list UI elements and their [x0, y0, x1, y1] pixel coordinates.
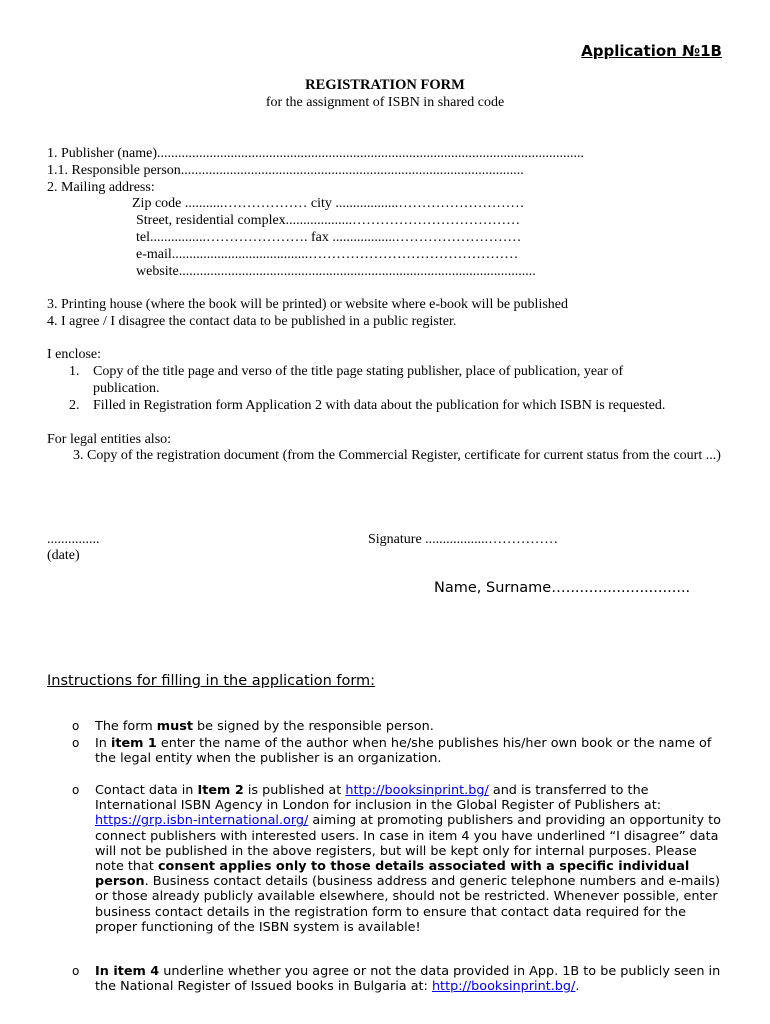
field-printing-house: 3. Printing house (where the book will be printed) or website where e-book will be published — [47, 297, 568, 312]
instruction-item: Contact data in Item 2 is published at http://booksinprint.bg/ and is transferred to the International ISBN Agency in London for inclusion in the Global Register of Publishers at: https://grp.isbn-international.org/ aiming at promoting publishers and providing an opportunity to connect publishers with interested users. In case in item 4 you have underlined “I disagree” data will not be published in the above registers, but will be kept only for internal purposes. Please note that consent applies only to those details associated with a specific individual person. Business contact details (business address and generic telephone numbers and e-mails) or those already publicly available elsewhere, should not be restricted. Whenever possible, enter business contact details in the registration form to ensure that contact data required for the proper functioning of the ISBN system is available! — [95, 783, 721, 935]
form-subtitle: for the assignment of ISBN in shared code — [265, 95, 505, 110]
field-website: website...................................................................................................... — [136, 264, 536, 279]
enclose-item-text: Copy of the title page and verso of the title page stating publisher, place of publication, year of publication. — [93, 364, 624, 396]
legal-entities-item: 3. Copy of the registration document (from the Commercial Register, certificate for current status from the court ...) — [73, 448, 721, 463]
date-dots: ............... — [47, 532, 100, 547]
application-number: Application №1B — [581, 42, 722, 60]
field-zip-city: Zip code ...........……………… city ..................……………………… — [132, 196, 525, 211]
field-tel-fax: tel................…………………. fax ..................……………………… — [136, 230, 522, 245]
bullet-icon: o — [72, 736, 80, 750]
enclose-item-number: 2. — [69, 398, 80, 413]
field-mailing-address: 2. Mailing address: — [47, 180, 155, 195]
field-publisher: 1. Publisher (name).......................................................................................................................... — [47, 146, 585, 161]
field-agree-disagree: 4. I agree / I disagree the contact data to be published in a public register. — [47, 314, 457, 329]
field-email: e-mail.......................................……………………………………… — [136, 247, 519, 262]
bullet-icon: o — [72, 719, 80, 733]
instruction-item: In item 4 underline whether you agree or not the data provided in App. 1B to be publicly seen in the National Register of Issued books in Bulgaria at: http://booksinprint.bg/. — [95, 964, 721, 995]
name-surname-line: Name, Surname…........................... — [434, 580, 691, 596]
grp-isbn-link[interactable]: https://grp.isbn-international.org/ — [95, 813, 309, 829]
date-label: (date) — [47, 548, 80, 563]
field-street: Street, residential complex...................……………………………… — [136, 213, 521, 228]
form-title: REGISTRATION FORM — [305, 77, 465, 93]
bullet-icon: o — [72, 783, 80, 797]
booksinprint-link[interactable]: http://booksinprint.bg/ — [345, 783, 489, 798]
field-responsible-person: 1.1. Responsible person.................................................................................................. — [47, 163, 524, 178]
instruction-item: The form must be signed by the responsible person. — [95, 719, 434, 734]
booksinprint-link[interactable]: http://booksinprint.bg/ — [431, 979, 576, 995]
enclose-item-number: 1. — [69, 364, 80, 379]
signature-line: Signature ..................…………… — [368, 532, 559, 547]
enclose-heading: I enclose: — [47, 347, 102, 362]
instruction-item: In item 1 enter the name of the author when he/she publishes his/her own book or the name of the legal entity when the publisher is an organization. — [95, 736, 712, 767]
instructions-title: Instructions for filling in the application form: — [47, 673, 376, 689]
enclose-item-text: Filled in Registration form Application 2 with data about the publication for which ISBN is requested. — [93, 398, 666, 413]
bullet-icon: o — [72, 964, 80, 978]
legal-entities-heading: For legal entities also: — [47, 432, 172, 447]
